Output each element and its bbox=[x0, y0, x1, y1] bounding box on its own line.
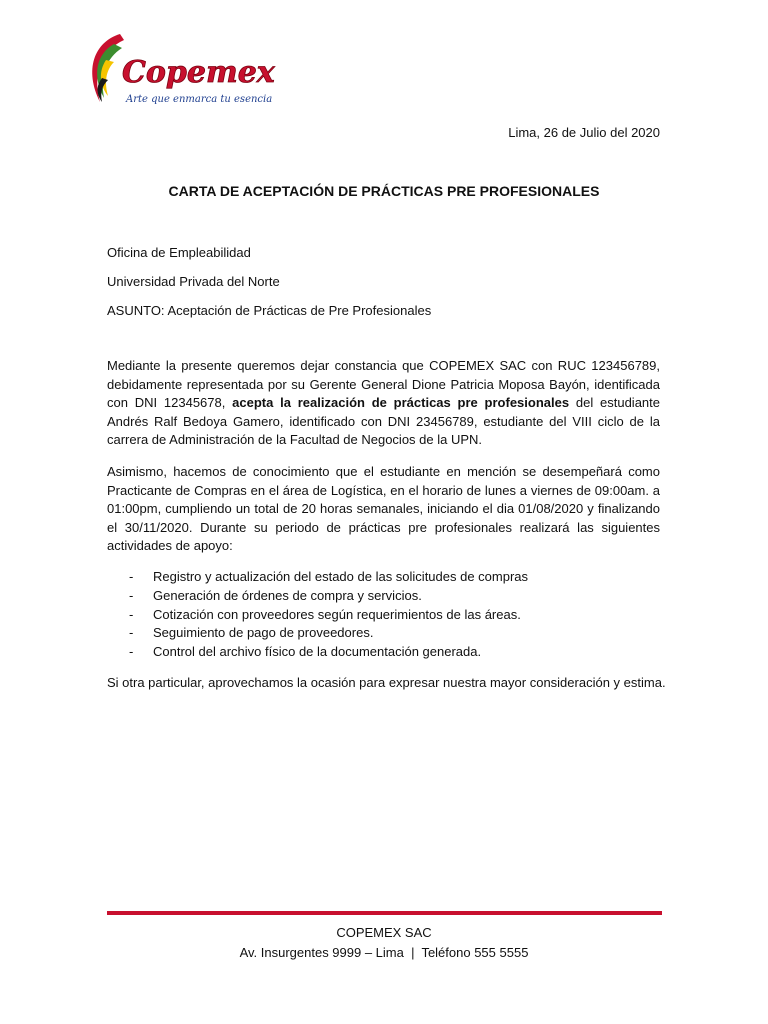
body-paragraph-1-emphasis: acepta la realización de prácticas pre profesionales bbox=[232, 395, 570, 411]
copemex-logo bbox=[80, 30, 280, 112]
list-dash: - bbox=[129, 606, 134, 622]
body-paragraph-2: Asimismo, hacemos de conocimiento que el estudiante en mención se desempeñará como Practicante de Compras en el área de Logística, en el horario de lunes a viernes de 09:00am. a 01:00pm, cumpliendo un total de 20 horas semanales, iniciando el dia 01/08/2020 y finalizando el 30/11/2020. Durante su periodo de prácticas pre profesionales realizará las siguientes actividades de apoyo: bbox=[107, 464, 660, 554]
list-item bbox=[107, 568, 660, 587]
letter-date: Lima, 26 de Julio del 2020 bbox=[508, 125, 660, 140]
body-paragraph-1-text-a: Mediante la presente queremos dejar constancia que COPEMEX SAC con RUC 123456789, debidamente representada por su Gerente General Dione Patricia Moposa Bayón, identificada con DNI 12345678, bbox=[107, 358, 660, 411]
footer-divider bbox=[107, 911, 662, 915]
list-item bbox=[107, 624, 660, 643]
addressee-office: Oficina de Empleabilidad bbox=[107, 245, 251, 260]
logo-tagline: Arte que enmarca tu esencia bbox=[126, 94, 273, 105]
list-dash: - bbox=[129, 587, 134, 603]
closing-sentence: Si otra particular, aprovechamos la ocasión para expresar nuestra mayor consideración y estima. bbox=[107, 675, 666, 690]
list-dash: - bbox=[129, 569, 134, 584]
list-dash: - bbox=[129, 625, 134, 641]
footer-company-name: COPEMEX SAC bbox=[336, 925, 432, 940]
body-paragraph-1 bbox=[107, 357, 660, 450]
footer-address: Av. Insurgentes 9999 – Lima | Teléfono 555 5555 bbox=[239, 945, 529, 960]
list-item-text: Seguimiento de pago de proveedores. bbox=[153, 625, 374, 641]
list-item bbox=[107, 643, 660, 662]
list-item-text: Cotización con proveedores según requerimientos de las áreas. bbox=[153, 606, 521, 622]
letter-title: CARTA DE ACEPTACIÓN DE PRÁCTICAS PRE PROFESIONALES bbox=[168, 183, 600, 199]
body-paragraph-1-text-b: del estudiante Andrés Ralf Bedoya Gamero, identificado con DNI 23456789, estudiante del VIII ciclo de la carrera de Administración de la Facultad de Negocios de la UPN. bbox=[107, 395, 660, 448]
letter-subject: ASUNTO: Aceptación de Prácticas de Pre Profesionales bbox=[107, 303, 432, 318]
activities-list bbox=[107, 568, 660, 662]
list-item-text: Registro y actualización del estado de las solicitudes de compras bbox=[153, 569, 529, 584]
list-dash: - bbox=[129, 644, 134, 660]
list-item-text: Generación de órdenes de compra y servicios. bbox=[153, 587, 422, 603]
list-item bbox=[107, 587, 660, 606]
list-item bbox=[107, 606, 660, 625]
copemex-logo-graphic bbox=[80, 30, 280, 112]
addressee-university: Universidad Privada del Norte bbox=[107, 274, 280, 289]
list-item-text: Control del archivo físico de la documentación generada. bbox=[153, 644, 482, 660]
logo-wordmark: Copemex bbox=[122, 55, 275, 90]
